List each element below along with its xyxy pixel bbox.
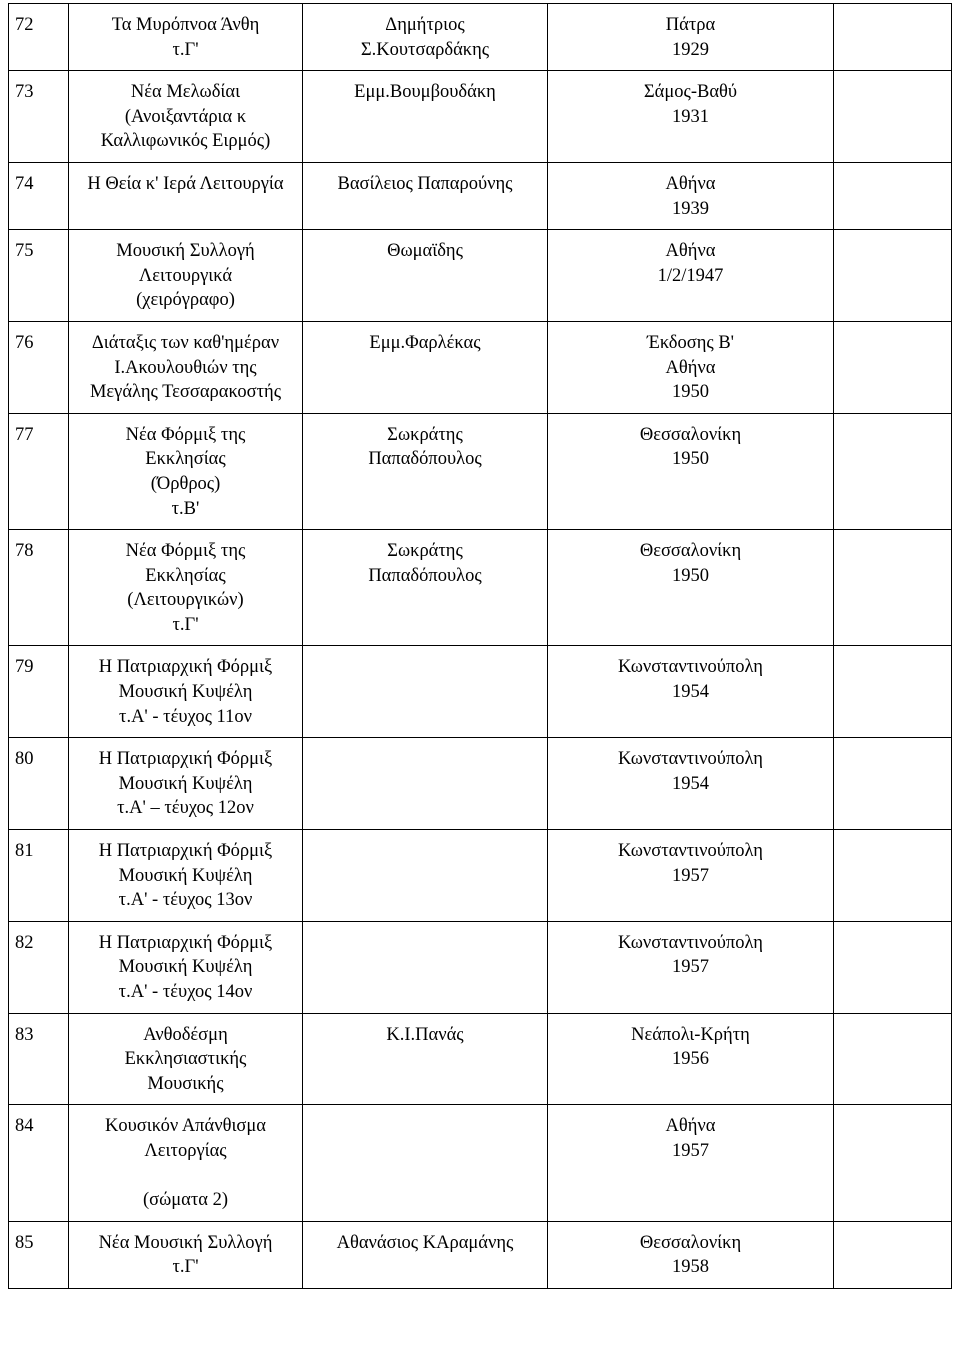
row-author-line: Δημήτριος	[385, 15, 465, 35]
row-place-year	[548, 1013, 834, 1105]
row-number: 83	[9, 1013, 69, 1105]
empty-cell	[834, 830, 952, 922]
row-place-year-line: 1957	[672, 957, 709, 978]
row-place-year-line: 1957	[672, 1140, 709, 1161]
row-title	[69, 321, 303, 413]
row-place-year-line: Κωνσταντινούπολη	[618, 932, 763, 953]
row-title-line: Εκκλησίας	[145, 565, 226, 586]
table-row	[9, 230, 952, 322]
row-author-line: Παπαδόπουλος	[368, 565, 482, 586]
row-title-line: Διάταξις των καθ'ημέραν	[91, 332, 280, 353]
row-author	[303, 1221, 548, 1288]
row-title-line: Ανθοδέσμη	[143, 1024, 228, 1045]
row-title	[69, 1013, 303, 1105]
row-author	[303, 1013, 548, 1105]
row-place-year	[548, 1105, 834, 1221]
row-number: 73	[9, 71, 69, 163]
row-title-line: Ι.Ακουλουθιών της	[114, 357, 257, 378]
row-author-line: Βασίλειος Παπαρούνης	[337, 173, 513, 194]
row-author-line: Εμμ.Βουμβουδάκη	[354, 82, 496, 103]
empty-cell	[834, 530, 952, 646]
row-author	[303, 321, 548, 413]
row-author-line: Παπαδόπουλος	[368, 449, 482, 470]
row-title-line: (Όρθρος)	[150, 473, 221, 494]
row-number: 85	[9, 1221, 69, 1288]
row-author-line: Σωκράτης	[387, 541, 463, 562]
table-row	[9, 71, 952, 163]
empty-cell	[834, 321, 952, 413]
row-title-line: Μουσική Συλλογή	[116, 241, 255, 262]
row-place-year	[548, 830, 834, 922]
row-place-year	[548, 321, 834, 413]
row-title-line: Λειτοργίας	[144, 1140, 227, 1161]
catalog-table	[8, 3, 952, 1289]
row-author	[303, 162, 548, 229]
row-place-year	[548, 530, 834, 646]
row-place-year-line: 1950	[672, 565, 709, 586]
row-title-line: Εκκλησίας	[145, 449, 226, 470]
row-place-year-line: Κωνσταντινούπολη	[618, 841, 763, 862]
table-row	[9, 321, 952, 413]
table-row	[9, 738, 952, 830]
row-title-line: Νέα Μουσική Συλλογή	[98, 1232, 273, 1253]
empty-cell	[834, 738, 952, 830]
row-place-year-line: Θεσσαλονίκη	[639, 541, 742, 562]
row-title-line: Η Πατριαρχική Φόρμιξ	[98, 657, 273, 678]
row-author	[303, 646, 548, 738]
row-title-line: Μουσική Κυψέλη	[118, 682, 253, 703]
row-place-year	[548, 921, 834, 1013]
row-place-year	[548, 738, 834, 830]
row-title-line	[75, 1164, 296, 1189]
row-author	[303, 738, 548, 830]
empty-cell	[834, 921, 952, 1013]
row-title-line: Μουσική Κυψέλη	[118, 865, 253, 886]
empty-cell	[834, 230, 952, 322]
empty-cell	[834, 646, 952, 738]
row-number: 80	[9, 738, 69, 830]
row-title	[69, 4, 303, 71]
row-author-line: Αθανάσιος ΚΑραμάνης	[336, 1232, 514, 1253]
table-row	[9, 1105, 952, 1221]
empty-cell	[834, 1105, 952, 1221]
row-place-year	[548, 230, 834, 322]
row-number: 76	[9, 321, 69, 413]
row-title	[69, 162, 303, 229]
row-title	[69, 230, 303, 322]
row-title-line: Εκκλησιαστικής	[124, 1049, 247, 1070]
row-title-line: τ.Γ'	[172, 39, 199, 60]
table-row	[9, 646, 952, 738]
empty-cell	[834, 1221, 952, 1288]
row-title-line: (χειρόγραφο)	[136, 290, 235, 311]
row-place-year-line: Θεσσαλονίκη	[639, 424, 742, 445]
row-place-year-line: Έκδοσης Β'	[647, 332, 734, 353]
row-place-year	[548, 162, 834, 229]
row-place-year-line: 1950	[672, 449, 709, 470]
row-title-line: τ.Α' – τέυχος 12ον	[117, 798, 254, 819]
row-title	[69, 413, 303, 529]
row-author	[303, 230, 548, 322]
table-row	[9, 4, 952, 71]
empty-cell	[834, 1013, 952, 1105]
row-number: 75	[9, 230, 69, 322]
row-title-line: τ.Β'	[171, 498, 200, 519]
row-place-year	[548, 646, 834, 738]
row-number: 72	[9, 4, 69, 71]
empty-cell	[834, 71, 952, 163]
row-title-line: Μουσική Κυψέλη	[118, 773, 253, 794]
empty-cell	[834, 162, 952, 229]
row-author-line: Εμμ.Φαρλέκας	[369, 332, 481, 353]
row-place-year-line: 1950	[672, 382, 709, 403]
row-place-year-line: Σάμος-Βαθύ	[643, 82, 738, 103]
row-author	[303, 530, 548, 646]
row-title-line: Μουσική Κυψέλη	[118, 957, 253, 978]
row-place-year-line: 1954	[672, 682, 709, 703]
row-title	[69, 1221, 303, 1288]
row-title-line: τ.Α' - τέυχος 11ον	[119, 706, 252, 727]
row-author	[303, 1105, 548, 1221]
row-place-year	[548, 4, 834, 71]
row-number: 81	[9, 830, 69, 922]
row-place-year-line: Κωνσταντινούπολη	[618, 749, 763, 770]
row-number: 84	[9, 1105, 69, 1221]
row-place-year-line: Κωνσταντινούπολη	[618, 657, 763, 678]
row-place-year-line: 1957	[672, 865, 709, 886]
row-title-line: Η Πατριαρχική Φόρμιξ	[98, 749, 273, 770]
table-row	[9, 1221, 952, 1288]
row-title-line: τ.Α' - τέυχος 13ον	[118, 890, 253, 911]
row-title-line: Νέα Μελωδίαι	[130, 82, 241, 103]
row-place-year-line: 1958	[672, 1257, 709, 1278]
row-place-year-line: Αθήνα	[665, 357, 716, 378]
row-number: 82	[9, 921, 69, 1013]
row-title-line: τ.Α' - τέυχος 14ον	[118, 982, 253, 1002]
row-title-line: Κουσικόν Απάνθισμα	[104, 1116, 267, 1137]
row-place-year-line: 1956	[672, 1049, 709, 1070]
row-title-line: Μεγάλης Τεσσαρακοστής	[89, 382, 282, 403]
row-title-line: τ.Γ'	[172, 1257, 199, 1278]
row-title-line: τ.Γ'	[172, 614, 199, 635]
row-place-year-line: Νεάπολι-Κρήτη	[631, 1024, 750, 1045]
row-title	[69, 530, 303, 646]
row-place-year-line: Αθήνα	[665, 173, 716, 194]
row-title-line: Η Πατριαρχική Φόρμιξ	[98, 932, 273, 953]
row-place-year	[548, 1221, 834, 1288]
row-title-line: Νέα Φόρμιξ της	[125, 424, 246, 445]
row-number: 77	[9, 413, 69, 529]
empty-cell	[834, 413, 952, 529]
row-place-year	[548, 413, 834, 529]
row-author-line: Σωκράτης	[387, 424, 463, 445]
table-row	[9, 162, 952, 229]
row-place-year-line: 1939	[672, 198, 709, 219]
row-title-line: Η Θεία κ' Ιερά Λειτουργία	[87, 173, 284, 194]
row-title-line: (Λειτουργικών)	[127, 590, 244, 611]
row-title-line: Τα Μυρόπνοα Άνθη	[111, 15, 260, 35]
row-place-year	[548, 71, 834, 163]
row-author	[303, 413, 548, 529]
row-place-year-line: 1954	[672, 773, 709, 794]
row-title	[69, 921, 303, 1013]
row-place-year-line: 1/2/1947	[657, 265, 724, 286]
row-title	[69, 738, 303, 830]
catalog-rows	[9, 4, 952, 1289]
row-title-line: Λειτουργικά	[138, 265, 233, 286]
row-title-line: Η Πατριαρχική Φόρμιξ	[98, 841, 273, 862]
row-title-line: Καλλιφωνικός Ειρμός)	[100, 131, 271, 152]
row-title-line: Μουσικής	[147, 1073, 224, 1094]
row-place-year-line: Αθήνα	[665, 241, 716, 262]
row-number: 78	[9, 530, 69, 646]
row-title-line: (Ανοιξαντάρια κ	[124, 106, 247, 127]
row-place-year-line: Αθήνα	[665, 1116, 716, 1137]
row-title-line: Νέα Φόρμιξ της	[125, 541, 246, 562]
row-place-year-line: 1929	[672, 39, 709, 60]
row-author-line: Θωμαϊδης	[387, 241, 463, 262]
row-place-year-line: 1931	[672, 106, 709, 127]
row-title	[69, 71, 303, 163]
row-title	[69, 830, 303, 922]
row-number: 74	[9, 162, 69, 229]
row-place-year-line: Θεσσαλονίκη	[639, 1232, 742, 1253]
row-author-line: Σ.Κουτσαρδάκης	[360, 39, 490, 60]
row-author	[303, 921, 548, 1013]
row-title-line: (σώματα 2)	[142, 1190, 229, 1211]
table-row	[9, 830, 952, 922]
row-author	[303, 71, 548, 163]
table-row	[9, 921, 952, 1013]
row-author	[303, 830, 548, 922]
row-author-line: Κ.Ι.Πανάς	[386, 1024, 464, 1045]
row-place-year-line: Πάτρα	[665, 15, 716, 35]
table-row	[9, 530, 952, 646]
row-number: 79	[9, 646, 69, 738]
table-row	[9, 1013, 952, 1105]
table-row	[9, 413, 952, 529]
row-title	[69, 646, 303, 738]
row-author	[303, 4, 548, 71]
row-title	[69, 1105, 303, 1221]
empty-cell	[834, 4, 952, 71]
